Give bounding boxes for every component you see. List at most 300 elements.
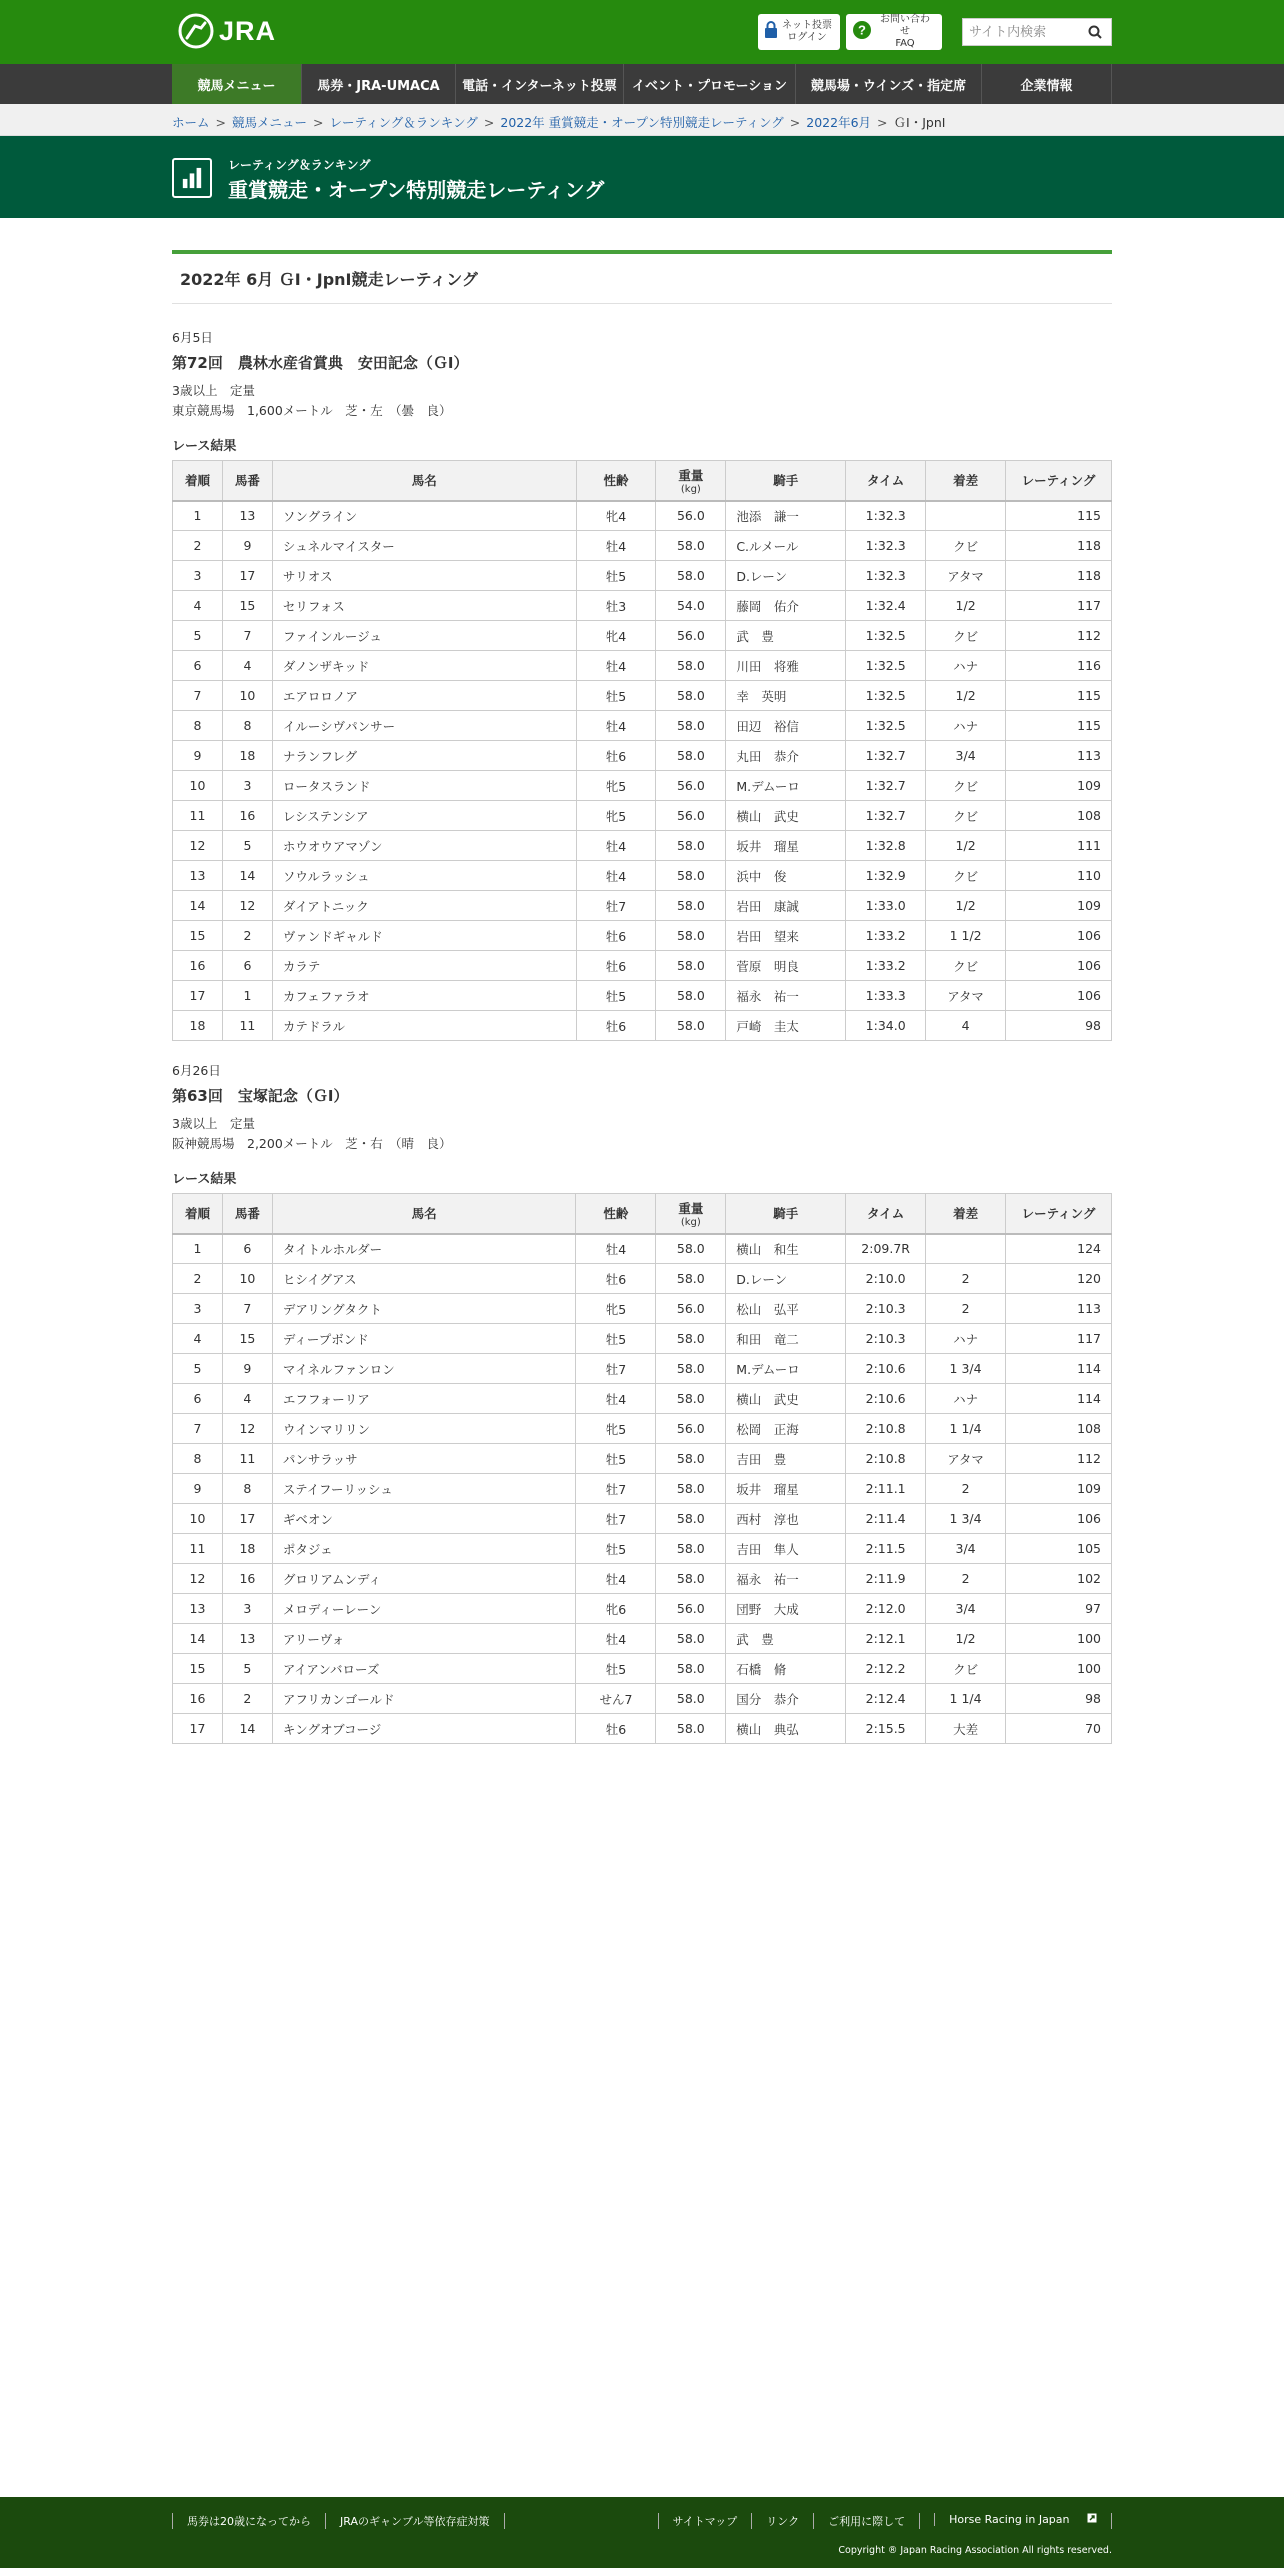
weight-cell: 56.0 — [656, 1414, 726, 1444]
ranking-chart-icon — [172, 158, 212, 198]
weight-cell: 58.0 — [656, 561, 726, 591]
finish-cell: 11 — [173, 801, 223, 831]
jockey-cell: 坂井 瑠星 — [726, 1474, 846, 1504]
jockey-cell: 浜中 俊 — [726, 861, 846, 891]
jockey-cell: 吉田 豊 — [726, 1444, 846, 1474]
nav-item-event[interactable]: イベント・プロモーション — [624, 64, 796, 104]
time-cell: 2:15.5 — [846, 1714, 926, 1744]
sex-age-cell: 牡6 — [576, 1264, 656, 1294]
table-row — [173, 831, 1112, 861]
margin-cell: 1/2 — [926, 681, 1006, 711]
margin-cell: 2 — [926, 1294, 1006, 1324]
horse-name-cell: ヴァンドギャルド — [272, 921, 576, 951]
time-cell: 1:32.3 — [846, 561, 926, 591]
horse-name-cell: ロータスランド — [272, 771, 576, 801]
sex-age-cell: 牝5 — [576, 1294, 656, 1324]
table-row — [173, 1564, 1112, 1594]
horse-name-cell: イルーシヴパンサー — [272, 711, 576, 741]
time-cell: 1:33.0 — [846, 891, 926, 921]
table-row — [173, 1684, 1112, 1714]
footer-links-right — [658, 2513, 1113, 2529]
finish-cell: 12 — [173, 1564, 223, 1594]
weight-cell: 56.0 — [656, 801, 726, 831]
sex-age-cell: 牝4 — [576, 501, 656, 531]
sex-age-cell: 牡5 — [576, 1324, 656, 1354]
horse-name-cell: ホウオウアマゾン — [272, 831, 576, 861]
finish-cell: 13 — [173, 1594, 223, 1624]
number-cell: 6 — [222, 951, 272, 981]
breadcrumb-current: ＧⅠ・JpnⅠ — [893, 115, 946, 130]
header-horse: 馬名 — [272, 461, 576, 501]
jockey-cell: 藤岡 佑介 — [726, 591, 846, 621]
weight-cell: 58.0 — [656, 1504, 726, 1534]
weight-cell: 58.0 — [656, 1234, 726, 1264]
nav-item-corporate[interactable]: 企業情報 — [982, 64, 1112, 104]
weight-cell: 58.0 — [656, 1684, 726, 1714]
rating-cell: 110 — [1006, 861, 1112, 891]
footer-link-links[interactable]: リンク — [751, 2513, 813, 2529]
time-cell: 1:32.9 — [846, 861, 926, 891]
table-row — [173, 1594, 1112, 1624]
weight-cell: 58.0 — [656, 1011, 726, 1041]
time-cell: 1:32.8 — [846, 831, 926, 861]
header-finish: 着順 — [173, 461, 223, 501]
time-cell: 1:33.2 — [846, 921, 926, 951]
jockey-cell: 戸崎 圭太 — [726, 1011, 846, 1041]
site-header — [0, 0, 1284, 64]
rating-cell: 117 — [1006, 1324, 1112, 1354]
nav-item-keiba-menu[interactable]: 競馬メニュー — [172, 64, 302, 104]
jockey-cell: 福永 祐一 — [726, 981, 846, 1011]
jockey-cell: 武 豊 — [726, 1624, 846, 1654]
section-title: 2022年 6月 ＧⅠ・JpnⅠ競走レーティング — [172, 250, 1112, 304]
footer-links-left — [172, 2513, 505, 2529]
sex-age-cell: 牡3 — [576, 591, 656, 621]
rating-cell: 70 — [1006, 1714, 1112, 1744]
margin-cell: アタマ — [926, 561, 1006, 591]
horse-name-cell: シュネルマイスター — [272, 531, 576, 561]
number-cell: 6 — [222, 1234, 272, 1264]
rating-cell: 118 — [1006, 531, 1112, 561]
table-row — [173, 621, 1112, 651]
number-cell: 7 — [222, 621, 272, 651]
table-row — [173, 861, 1112, 891]
weight-cell: 58.0 — [656, 681, 726, 711]
finish-cell: 11 — [173, 1534, 223, 1564]
sex-age-cell: 牡7 — [576, 1354, 656, 1384]
margin-cell: 2 — [926, 1564, 1006, 1594]
sex-age-cell: 牡6 — [576, 1714, 656, 1744]
weight-cell: 58.0 — [656, 531, 726, 561]
jockey-cell: 岩田 康誠 — [726, 891, 846, 921]
jockey-cell: 横山 典弘 — [726, 1714, 846, 1744]
finish-cell: 6 — [173, 1384, 223, 1414]
footer-link-sitemap[interactable]: サイトマップ — [658, 2513, 752, 2529]
finish-cell: 7 — [173, 681, 223, 711]
rating-cell: 108 — [1006, 801, 1112, 831]
time-cell: 1:32.3 — [846, 531, 926, 561]
table-row — [173, 1354, 1112, 1384]
margin-cell: クビ — [926, 531, 1006, 561]
net-vote-login-button[interactable] — [758, 14, 840, 50]
sex-age-cell: 牡5 — [576, 1444, 656, 1474]
jockey-cell: 松山 弘平 — [726, 1294, 846, 1324]
sex-age-cell: せん7 — [576, 1684, 656, 1714]
breadcrumb-keiba-menu[interactable]: 競馬メニュー — [232, 115, 308, 130]
weight-cell: 56.0 — [656, 501, 726, 531]
race-name: 第72回 農林水産省賞典 安田記念（ＧⅠ） — [172, 354, 469, 372]
sex-age-cell: 牝5 — [576, 801, 656, 831]
margin-cell: 大差 — [926, 1714, 1006, 1744]
header-horse: 馬名 — [272, 1194, 576, 1234]
page-title: 重賞競走・オープン特別競走レーティング — [228, 178, 605, 202]
number-cell: 15 — [222, 1324, 272, 1354]
horse-name-cell: アフリカンゴールド — [272, 1684, 576, 1714]
number-cell: 16 — [222, 1564, 272, 1594]
table-row — [173, 501, 1112, 531]
finish-cell: 9 — [173, 741, 223, 771]
header-number: 馬番 — [222, 1194, 272, 1234]
sex-age-cell: 牡7 — [576, 1474, 656, 1504]
horse-name-cell: ナランフレグ — [272, 741, 576, 771]
sex-age-cell: 牡4 — [576, 861, 656, 891]
finish-cell: 10 — [173, 771, 223, 801]
jockey-cell: 吉田 隼人 — [726, 1534, 846, 1564]
horse-name-cell: カテドラル — [272, 1011, 576, 1041]
time-cell: 1:33.2 — [846, 951, 926, 981]
number-cell: 17 — [222, 561, 272, 591]
margin-cell: ハナ — [926, 1384, 1006, 1414]
number-cell: 17 — [222, 1504, 272, 1534]
footer-link-gambling-addiction[interactable]: JRAのギャンブル等依存症対策 — [325, 2513, 505, 2529]
number-cell: 4 — [222, 1384, 272, 1414]
nav-item-baken[interactable]: 馬券・JRA-UMACA — [302, 64, 456, 104]
horse-name-cell: アイアンバローズ — [272, 1654, 576, 1684]
rating-cell: 115 — [1006, 711, 1112, 741]
rating-cell: 100 — [1006, 1654, 1112, 1684]
race-name: 第63回 宝塚記念（ＧⅠ） — [172, 1087, 349, 1105]
rating-cell: 112 — [1006, 1444, 1112, 1474]
rating-cell: 98 — [1006, 1684, 1112, 1714]
header-margin: 着差 — [926, 461, 1006, 501]
sex-age-cell: 牡5 — [576, 1534, 656, 1564]
weight-cell: 58.0 — [656, 1654, 726, 1684]
race-result-label: レース結果 — [172, 439, 237, 454]
time-cell: 2:10.6 — [846, 1384, 926, 1414]
header-time: タイム — [846, 461, 926, 501]
sex-age-cell: 牡7 — [576, 1504, 656, 1534]
table-row — [173, 591, 1112, 621]
number-cell: 1 — [222, 981, 272, 1011]
horse-name-cell: エフフォーリア — [272, 1384, 576, 1414]
margin-cell: 3/4 — [926, 1594, 1006, 1624]
rating-cell: 109 — [1006, 891, 1112, 921]
site-search — [962, 18, 1112, 46]
nav-item-racecourse[interactable]: 競馬場・ウインズ・指定席 — [796, 64, 982, 104]
finish-cell: 5 — [173, 621, 223, 651]
horse-name-cell: グロリアムンディ — [272, 1564, 576, 1594]
table-row — [173, 1534, 1112, 1564]
sex-age-cell: 牡4 — [576, 1624, 656, 1654]
rating-cell: 124 — [1006, 1234, 1112, 1264]
horse-name-cell: ポタジェ — [272, 1534, 576, 1564]
login-line1: ネット投票 — [782, 20, 832, 31]
rating-cell: 100 — [1006, 1624, 1112, 1654]
rating-cell: 109 — [1006, 771, 1112, 801]
margin-cell: クビ — [926, 861, 1006, 891]
margin-cell: 1/2 — [926, 1624, 1006, 1654]
race-result-table — [172, 460, 1112, 1041]
rating-cell: 120 — [1006, 1264, 1112, 1294]
margin-cell: クビ — [926, 621, 1006, 651]
footer-link-terms[interactable]: ご利用に際して — [813, 2513, 919, 2529]
time-cell: 2:10.0 — [846, 1264, 926, 1294]
header-rating: レーティング — [1006, 461, 1112, 501]
jra-logo[interactable] — [177, 12, 276, 50]
jockey-cell: 和田 竜二 — [726, 1324, 846, 1354]
race-conditions: 3歳以上 定量 — [172, 1116, 255, 1131]
horse-name-cell: カラテ — [272, 951, 576, 981]
weight-cell: 56.0 — [656, 621, 726, 651]
external-link-icon — [1087, 2513, 1097, 2523]
search-button[interactable] — [1081, 19, 1109, 45]
number-cell: 8 — [222, 1474, 272, 1504]
table-row — [173, 651, 1112, 681]
breadcrumb-rating[interactable]: レーティング＆ランキング — [329, 115, 478, 130]
weight-cell: 58.0 — [656, 711, 726, 741]
horse-name-cell: セリフォス — [272, 591, 576, 621]
margin-cell: 1 1/4 — [926, 1414, 1006, 1444]
table-row — [173, 1414, 1112, 1444]
number-cell: 12 — [222, 891, 272, 921]
sex-age-cell: 牝5 — [576, 771, 656, 801]
jockey-cell: M.デムーロ — [726, 771, 846, 801]
finish-cell: 17 — [173, 981, 223, 1011]
copyright: Copyright ® Japan Racing Association All rights reserved. — [838, 2545, 1112, 2556]
global-nav — [0, 64, 1284, 104]
jockey-cell: 石橋 脩 — [726, 1654, 846, 1684]
horse-name-cell: アリーヴォ — [272, 1624, 576, 1654]
number-cell: 10 — [222, 1264, 272, 1294]
jockey-cell: 武 豊 — [726, 621, 846, 651]
breadcrumb-2022-rating[interactable]: 2022年 重賞競走・オープン特別競走レーティング — [500, 115, 784, 130]
jockey-cell: D.レーン — [726, 561, 846, 591]
table-row — [173, 951, 1112, 981]
table-row — [173, 561, 1112, 591]
margin-cell: クビ — [926, 801, 1006, 831]
margin-cell: 2 — [926, 1264, 1006, 1294]
finish-cell: 2 — [173, 531, 223, 561]
time-cell: 2:11.4 — [846, 1504, 926, 1534]
jockey-cell: 横山 武史 — [726, 801, 846, 831]
table-header-row — [173, 461, 1112, 501]
margin-cell: クビ — [926, 951, 1006, 981]
finish-cell: 3 — [173, 561, 223, 591]
breadcrumb-2022-june[interactable]: 2022年6月 — [806, 115, 872, 130]
faq-button[interactable] — [846, 14, 942, 50]
sex-age-cell: 牡5 — [576, 561, 656, 591]
header-time: タイム — [846, 1194, 926, 1234]
margin-cell: 1/2 — [926, 891, 1006, 921]
weight-cell: 58.0 — [656, 981, 726, 1011]
horse-name-cell: ステイフーリッシュ — [272, 1474, 576, 1504]
margin-cell: ハナ — [926, 1324, 1006, 1354]
sex-age-cell: 牡4 — [576, 711, 656, 741]
sex-age-cell: 牡5 — [576, 1654, 656, 1684]
number-cell: 10 — [222, 681, 272, 711]
sex-age-cell: 牡5 — [576, 681, 656, 711]
race-course: 阪神競馬場 2,200メートル 芝・右 （晴 良） — [172, 1136, 452, 1151]
table-row — [173, 891, 1112, 921]
jockey-cell: 団野 大成 — [726, 1594, 846, 1624]
horse-name-cell: ダイアトニック — [272, 891, 576, 921]
table-row — [173, 711, 1112, 741]
margin-cell — [926, 1234, 1006, 1264]
jockey-cell: 松岡 正海 — [726, 1414, 846, 1444]
login-line2: ログイン — [787, 32, 827, 43]
finish-cell: 9 — [173, 1474, 223, 1504]
horse-name-cell: サリオス — [272, 561, 576, 591]
table-row — [173, 921, 1112, 951]
number-cell: 15 — [222, 591, 272, 621]
finish-cell: 16 — [173, 1684, 223, 1714]
weight-cell: 56.0 — [656, 771, 726, 801]
time-cell: 1:32.5 — [846, 711, 926, 741]
rating-cell: 106 — [1006, 951, 1112, 981]
jockey-cell: 田辺 裕信 — [726, 711, 846, 741]
weight-cell: 58.0 — [656, 1444, 726, 1474]
table-row — [173, 1324, 1112, 1354]
breadcrumb-separator: > — [789, 115, 801, 130]
sex-age-cell: 牡4 — [576, 651, 656, 681]
finish-cell: 14 — [173, 891, 223, 921]
table-row — [173, 1264, 1112, 1294]
rating-cell: 117 — [1006, 591, 1112, 621]
finish-cell: 6 — [173, 651, 223, 681]
weight-cell: 58.0 — [656, 1714, 726, 1744]
weight-cell: 58.0 — [656, 741, 726, 771]
jockey-cell: 坂井 瑠星 — [726, 831, 846, 861]
jockey-cell: 丸田 恭介 — [726, 741, 846, 771]
table-row — [173, 1444, 1112, 1474]
time-cell: 2:10.6 — [846, 1354, 926, 1384]
horse-name-cell: ギベオン — [272, 1504, 576, 1534]
jockey-cell: 国分 恭介 — [726, 1684, 846, 1714]
sex-age-cell: 牝6 — [576, 1594, 656, 1624]
weight-cell: 58.0 — [656, 1354, 726, 1384]
nav-item-net-vote[interactable]: 電話・インターネット投票 — [456, 64, 624, 104]
margin-cell: 1 3/4 — [926, 1504, 1006, 1534]
breadcrumb-separator: > — [483, 115, 495, 130]
header-weight-unit: (kg) — [680, 483, 701, 495]
weight-cell: 58.0 — [656, 1474, 726, 1504]
table-row — [173, 1714, 1112, 1744]
search-input[interactable] — [963, 20, 1081, 44]
header-margin: 着差 — [926, 1194, 1006, 1234]
jockey-cell: 西村 淳也 — [726, 1504, 846, 1534]
time-cell: 2:12.1 — [846, 1624, 926, 1654]
header-finish: 着順 — [173, 1194, 223, 1234]
time-cell: 2:10.8 — [846, 1414, 926, 1444]
finish-cell: 5 — [173, 1354, 223, 1384]
time-cell: 1:32.4 — [846, 591, 926, 621]
logo-text: JRA — [219, 15, 277, 46]
breadcrumb-separator: > — [313, 115, 324, 130]
jockey-cell: 横山 和生 — [726, 1234, 846, 1264]
rating-cell: 109 — [1006, 1474, 1112, 1504]
footer-link-horse-racing-label: Horse Racing in Japan — [934, 2513, 1083, 2526]
time-cell: 1:32.7 — [846, 741, 926, 771]
header-sex-age: 性齢 — [576, 1194, 656, 1234]
horse-name-cell: マイネルファンロン — [272, 1354, 576, 1384]
margin-cell: アタマ — [926, 981, 1006, 1011]
rating-cell: 98 — [1006, 1011, 1112, 1041]
race-result-table — [172, 1193, 1112, 1744]
margin-cell: アタマ — [926, 1444, 1006, 1474]
header-jockey: 騎手 — [726, 461, 846, 501]
table-row — [173, 1294, 1112, 1324]
rating-cell: 97 — [1006, 1594, 1112, 1624]
finish-cell: 4 — [173, 591, 223, 621]
sex-age-cell: 牝4 — [576, 621, 656, 651]
rating-cell: 111 — [1006, 831, 1112, 861]
rating-cell: 113 — [1006, 741, 1112, 771]
table-row — [173, 801, 1112, 831]
race-list — [172, 328, 1112, 1744]
number-cell: 11 — [222, 1011, 272, 1041]
jockey-cell: M.デムーロ — [726, 1354, 846, 1384]
number-cell: 18 — [222, 1534, 272, 1564]
margin-cell: クビ — [926, 1654, 1006, 1684]
header-weight — [656, 1194, 726, 1234]
rating-cell: 108 — [1006, 1414, 1112, 1444]
page-hero — [0, 136, 1284, 218]
margin-cell: 4 — [926, 1011, 1006, 1041]
number-cell: 13 — [222, 1624, 272, 1654]
finish-cell: 12 — [173, 831, 223, 861]
number-cell: 2 — [222, 1684, 272, 1714]
table-row — [173, 981, 1112, 1011]
header-weight-label: 重量 — [678, 1200, 704, 1216]
svg-text:?: ? — [858, 22, 866, 38]
footer-link-horse-racing-in-japan[interactable] — [919, 2513, 1112, 2529]
sex-age-cell: 牡4 — [576, 1234, 656, 1264]
weight-cell: 58.0 — [656, 1624, 726, 1654]
jra-horse-logo-icon — [177, 12, 215, 50]
weight-cell: 58.0 — [656, 921, 726, 951]
jockey-cell: 池添 謙一 — [726, 501, 846, 531]
weight-cell: 58.0 — [656, 861, 726, 891]
sex-age-cell: 牡6 — [576, 1011, 656, 1041]
finish-cell: 7 — [173, 1414, 223, 1444]
number-cell: 12 — [222, 1414, 272, 1444]
table-row — [173, 741, 1112, 771]
breadcrumb-home[interactable]: ホーム — [172, 115, 210, 130]
horse-name-cell: パンサラッサ — [272, 1444, 576, 1474]
finish-cell: 15 — [173, 1654, 223, 1684]
number-cell: 3 — [222, 771, 272, 801]
number-cell: 9 — [222, 531, 272, 561]
breadcrumb-separator: > — [877, 115, 888, 130]
finish-cell: 16 — [173, 951, 223, 981]
site-footer — [0, 2497, 1284, 2568]
footer-link-age-notice[interactable]: 馬券は20歳になってから — [172, 2513, 325, 2529]
finish-cell: 17 — [173, 1714, 223, 1744]
margin-cell: ハナ — [926, 711, 1006, 741]
header-weight — [656, 461, 726, 501]
number-cell: 16 — [222, 801, 272, 831]
time-cell: 1:32.7 — [846, 771, 926, 801]
